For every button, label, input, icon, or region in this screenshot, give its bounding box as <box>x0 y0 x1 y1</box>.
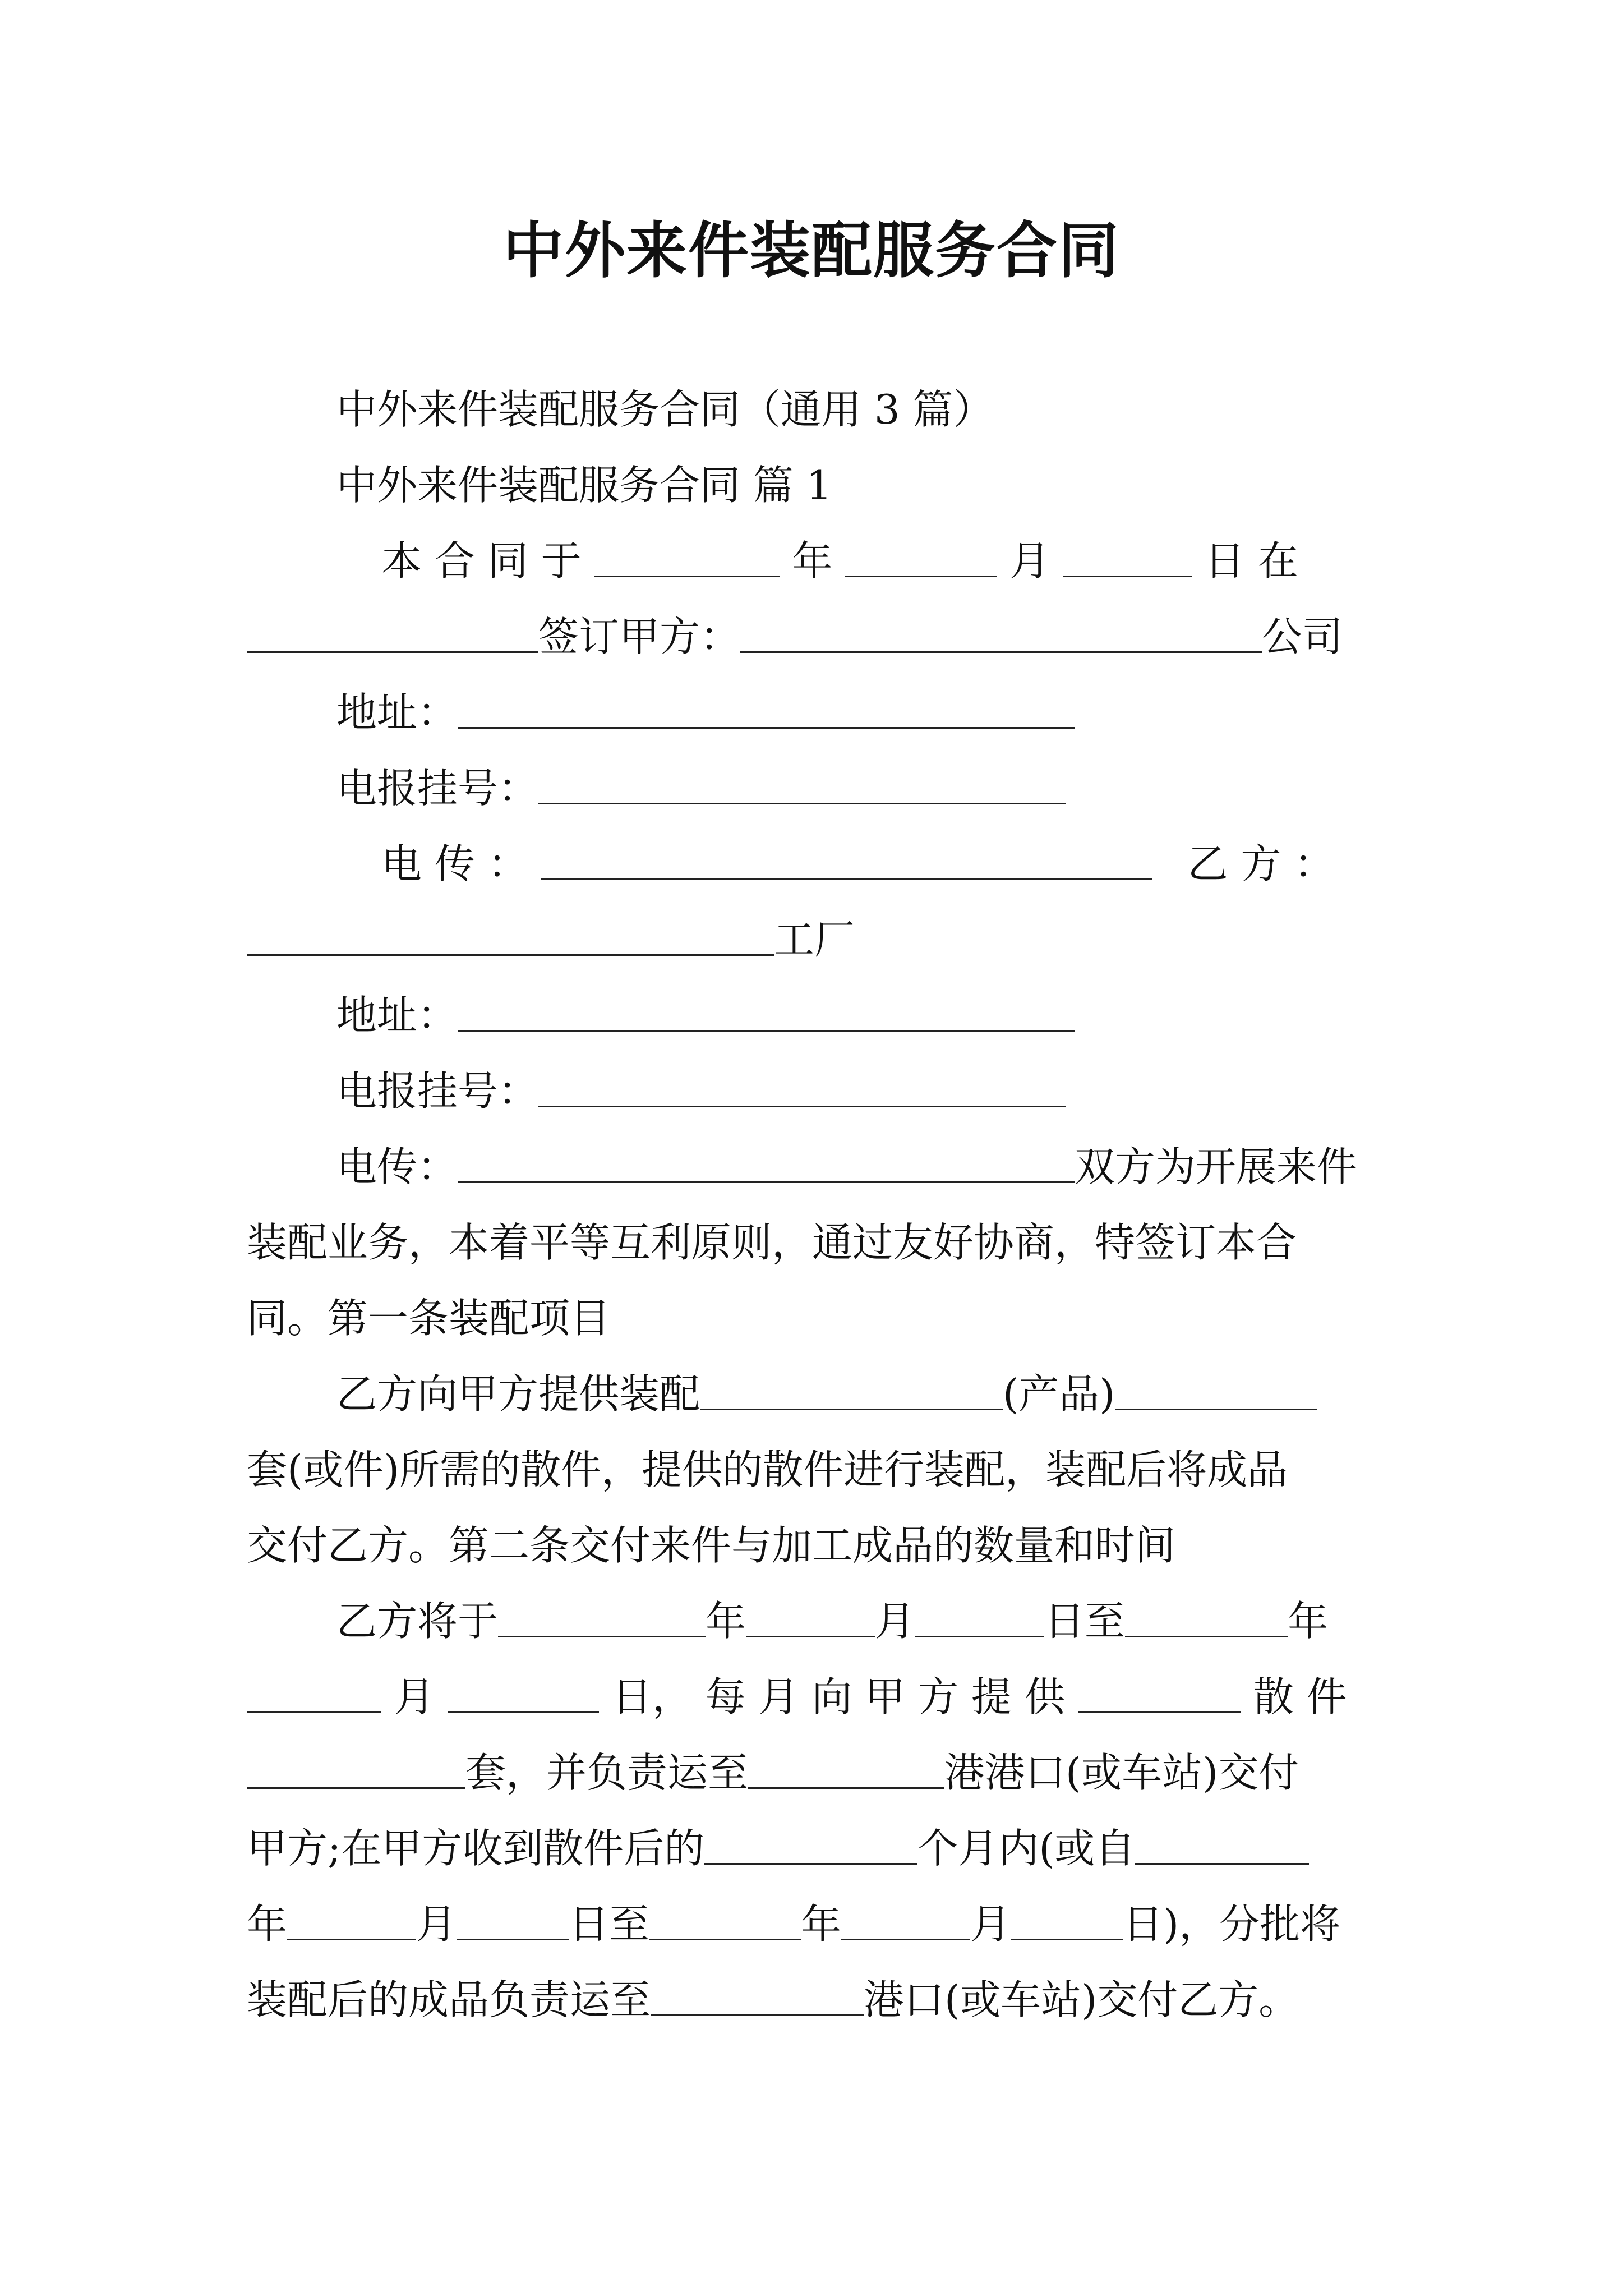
blank-party-b-cable[interactable] <box>538 1066 1066 1107</box>
monthly-supply-line: 月 日， 每 月 向 甲 方 提 供 散 件 <box>247 1669 1391 1725</box>
blank-date[interactable] <box>915 1596 1044 1637</box>
blank-date[interactable] <box>287 1899 416 1940</box>
blank-date[interactable] <box>1125 1596 1288 1637</box>
blank-party-a-cable[interactable] <box>538 763 1066 804</box>
receipt-period-line: 甲方;在甲方收到散件后的 个月内(或自 <box>247 1820 1391 1876</box>
paragraph-text: 装配业务，本着平等互利原则，通过友好协商，特签订本合 <box>247 1219 1297 1266</box>
blank-port[interactable] <box>651 1975 864 2016</box>
blank-party-b-fax[interactable] <box>458 1142 1075 1183</box>
paragraph-text: 套(或件)所需的散件，提供的散件进行装配，装配后将成品 <box>247 1446 1288 1493</box>
blank-date[interactable] <box>1135 1824 1309 1865</box>
blank-product[interactable] <box>700 1369 1003 1410</box>
blank-months[interactable] <box>704 1824 917 1865</box>
blank-parts[interactable] <box>1078 1672 1241 1713</box>
blank-month[interactable] <box>845 536 997 577</box>
paragraph-text: 同。第一条装配项目 <box>247 1295 611 1342</box>
blank-party-a[interactable] <box>740 612 1262 653</box>
blank-date[interactable] <box>448 1672 599 1713</box>
blank-year[interactable] <box>594 536 780 577</box>
blank-date[interactable] <box>457 1899 569 1940</box>
blank-signing-place[interactable] <box>247 612 538 653</box>
contract-date-line: 本 合 同 于 年 月 日 在 <box>381 537 1298 585</box>
blank-party-b[interactable] <box>247 915 774 956</box>
blank-sets[interactable] <box>247 1748 465 1789</box>
blank-party-a-address[interactable] <box>458 688 1075 729</box>
signing-place-line: 签订甲方： 公司 <box>247 609 1391 665</box>
blank-date[interactable] <box>841 1899 970 1940</box>
party-a-fax-line: 电 传 ： 乙 方 ： <box>381 840 1335 887</box>
batch-dates-line: 年 月 日至 年 月 日)，分批将 <box>247 1901 1341 1948</box>
blank-port[interactable] <box>748 1748 944 1789</box>
party-a-address-line: 地址： <box>336 684 1391 740</box>
blank-date[interactable] <box>746 1596 875 1637</box>
party-b-factory-line: 工厂 <box>247 912 1391 968</box>
party-a-cable-line: 电报挂号： <box>336 760 1391 816</box>
paragraph-text: 交付乙方。第二条交付来件与加工成品的数量和时间 <box>247 1522 1176 1569</box>
finished-goods-line: 装配后的成品负责运至 港口(或车站)交付乙方。 <box>247 1976 1299 2023</box>
blank-date[interactable] <box>247 1672 381 1713</box>
blank-party-a-fax[interactable] <box>541 839 1152 880</box>
blank-day[interactable] <box>1063 536 1192 577</box>
blank-date[interactable] <box>1011 1899 1123 1940</box>
transport-port-line: 套，并负责运至 港港口(或车站)交付 <box>247 1745 1391 1801</box>
assembly-product-line: 乙方向甲方提供装配 (产品) <box>336 1366 1391 1422</box>
blank-date[interactable] <box>498 1596 706 1637</box>
blank-party-b-address[interactable] <box>458 991 1075 1032</box>
blank-quantity[interactable] <box>1115 1369 1317 1410</box>
blank-date[interactable] <box>649 1899 801 1940</box>
delivery-period-line: 乙方将于 年 月 日至 年 <box>336 1598 1329 1645</box>
party-b-fax-line: 电传： 双方为开展来件 <box>336 1143 1358 1190</box>
party-b-address-line: 地址： <box>336 987 1391 1043</box>
document-title: 中外来件装配服务合同 <box>502 215 1120 286</box>
section-heading: 中外来件装配服务合同 篇 1 <box>336 462 832 509</box>
party-b-cable-line: 电报挂号： <box>336 1063 1391 1119</box>
subtitle: 中外来件装配服务合同（通用 3 篇） <box>336 386 994 433</box>
